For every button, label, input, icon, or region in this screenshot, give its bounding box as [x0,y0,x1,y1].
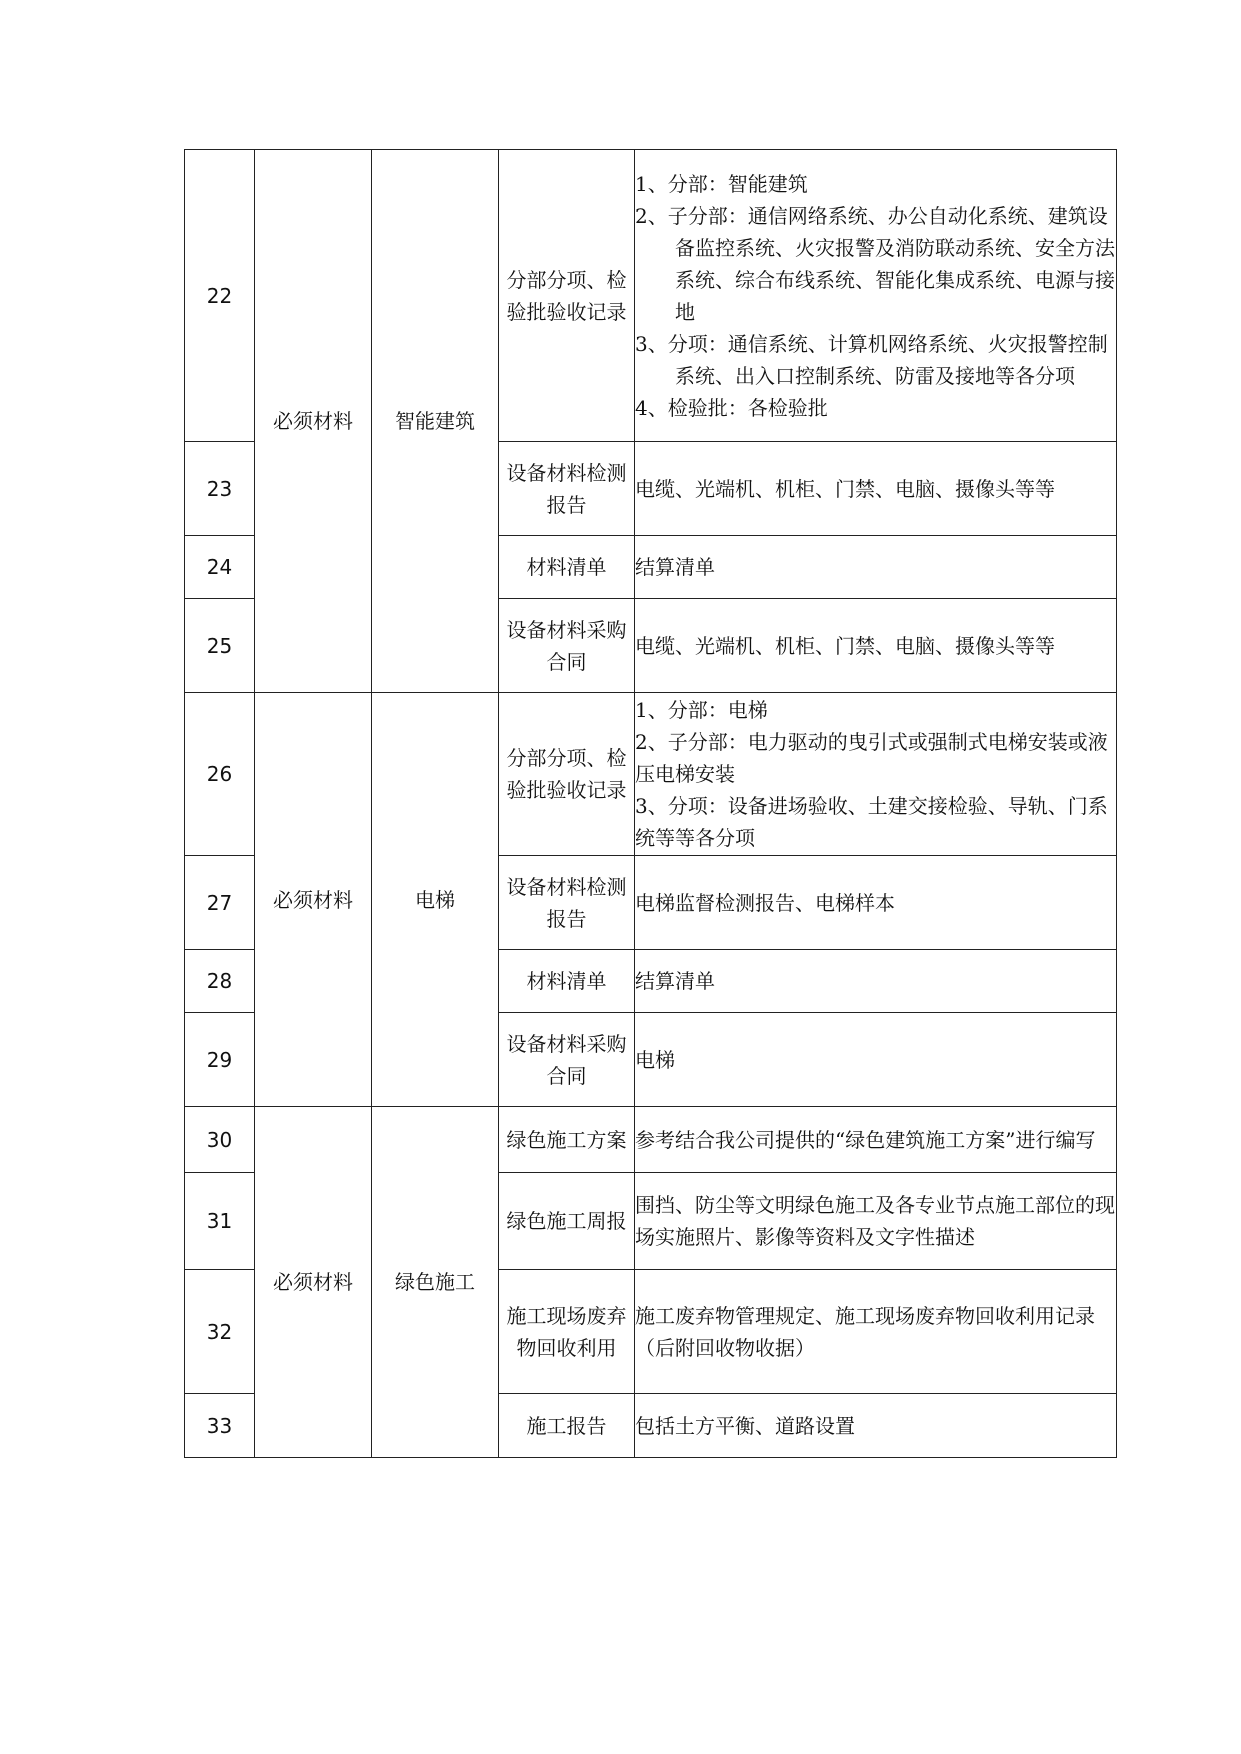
description-cell [635,856,1117,950]
row-number: 31 [185,1173,255,1270]
category-cell: 必须材料 [255,150,372,693]
row-number: 29 [185,1013,255,1107]
row-number: 23 [185,442,255,536]
description-cell [635,1173,1117,1270]
item-cell: 分部分项、检验批验收记录 [499,150,635,442]
category-cell: 必须材料 [255,693,372,1107]
row-number: 28 [185,950,255,1013]
description-line: 电缆、光端机、机柜、门禁、电脑、摄像头等等 [635,633,1055,658]
row-number: 27 [185,856,255,950]
item-cell: 设备材料采购合同 [499,599,635,693]
description-line: 电缆、光端机、机柜、门禁、电脑、摄像头等等 [635,476,1055,501]
description-cell [635,1270,1117,1394]
row-number: 22 [185,150,255,442]
description-cell [635,693,1117,856]
item-cell: 施工报告 [499,1394,635,1458]
subject-cell: 智能建筑 [372,150,499,693]
description-line: 2、子分部：通信网络系统、办公自动化系统、建筑设备监控系统、火灾报警及消防联动系统、安全方法系统、综合布线系统、智能化集成系统、电源与接地 [635,203,1115,324]
description-cell [635,536,1117,599]
item-cell: 材料清单 [499,536,635,599]
description-cell [635,599,1117,693]
description-line: 电梯监督检测报告、电梯样本 [635,890,895,915]
category-cell: 必须材料 [255,1107,372,1458]
item-cell: 设备材料检测报告 [499,856,635,950]
description-cell [635,150,1117,442]
table-row [185,693,1117,856]
description-line: 2、子分部：电力驱动的曳引式或强制式电梯安装或液压电梯安装 [635,730,1108,786]
description-line: 参考结合我公司提供的“绿色建筑施工方案”进行编写 [635,1127,1096,1152]
subject-cell: 电梯 [372,693,499,1107]
subject-cell: 绿色施工 [372,1107,499,1458]
table-row [185,150,1117,442]
row-number: 32 [185,1270,255,1394]
row-number: 24 [185,536,255,599]
table-row [185,1107,1117,1173]
description-line: 4、检验批：各检验批 [635,395,828,420]
row-number: 30 [185,1107,255,1173]
row-number: 33 [185,1394,255,1458]
description-cell [635,442,1117,536]
description-line: 结算清单 [635,555,715,579]
description-line: 3、分项：设备进场验收、土建交接检验、导轨、门系统等等各分项 [635,794,1108,850]
item-cell: 设备材料检测报告 [499,442,635,536]
item-cell: 材料清单 [499,950,635,1013]
item-cell: 绿色施工周报 [499,1173,635,1270]
description-line: 3、分项：通信系统、计算机网络系统、火灾报警控制系统、出入口控制系统、防雷及接地等各分项 [635,331,1108,388]
row-number: 26 [185,693,255,856]
description-line: 1、分部：电梯 [635,698,768,722]
description-line: 施工废弃物管理规定、施工现场废弃物回收利用记录（后附回收物收据） [635,1303,1095,1360]
item-cell: 绿色施工方案 [499,1107,635,1173]
description-line: 电梯 [635,1047,675,1072]
description-line: 结算清单 [635,969,715,993]
description-cell [635,1013,1117,1107]
item-cell: 施工现场废弃物回收利用 [499,1270,635,1394]
row-number: 25 [185,599,255,693]
description-line: 包括土方平衡、道路设置 [635,1413,855,1438]
description-cell [635,1107,1117,1173]
item-cell: 分部分项、检验批验收记录 [499,693,635,856]
description-cell [635,950,1117,1013]
item-cell: 设备材料采购合同 [499,1013,635,1107]
description-line: 1、分部：智能建筑 [635,171,808,196]
description-line: 围挡、防尘等文明绿色施工及各专业节点施工部位的现场实施照片、影像等资料及文字性描述 [635,1193,1115,1249]
materials-table [184,149,1117,1458]
description-cell [635,1394,1117,1458]
